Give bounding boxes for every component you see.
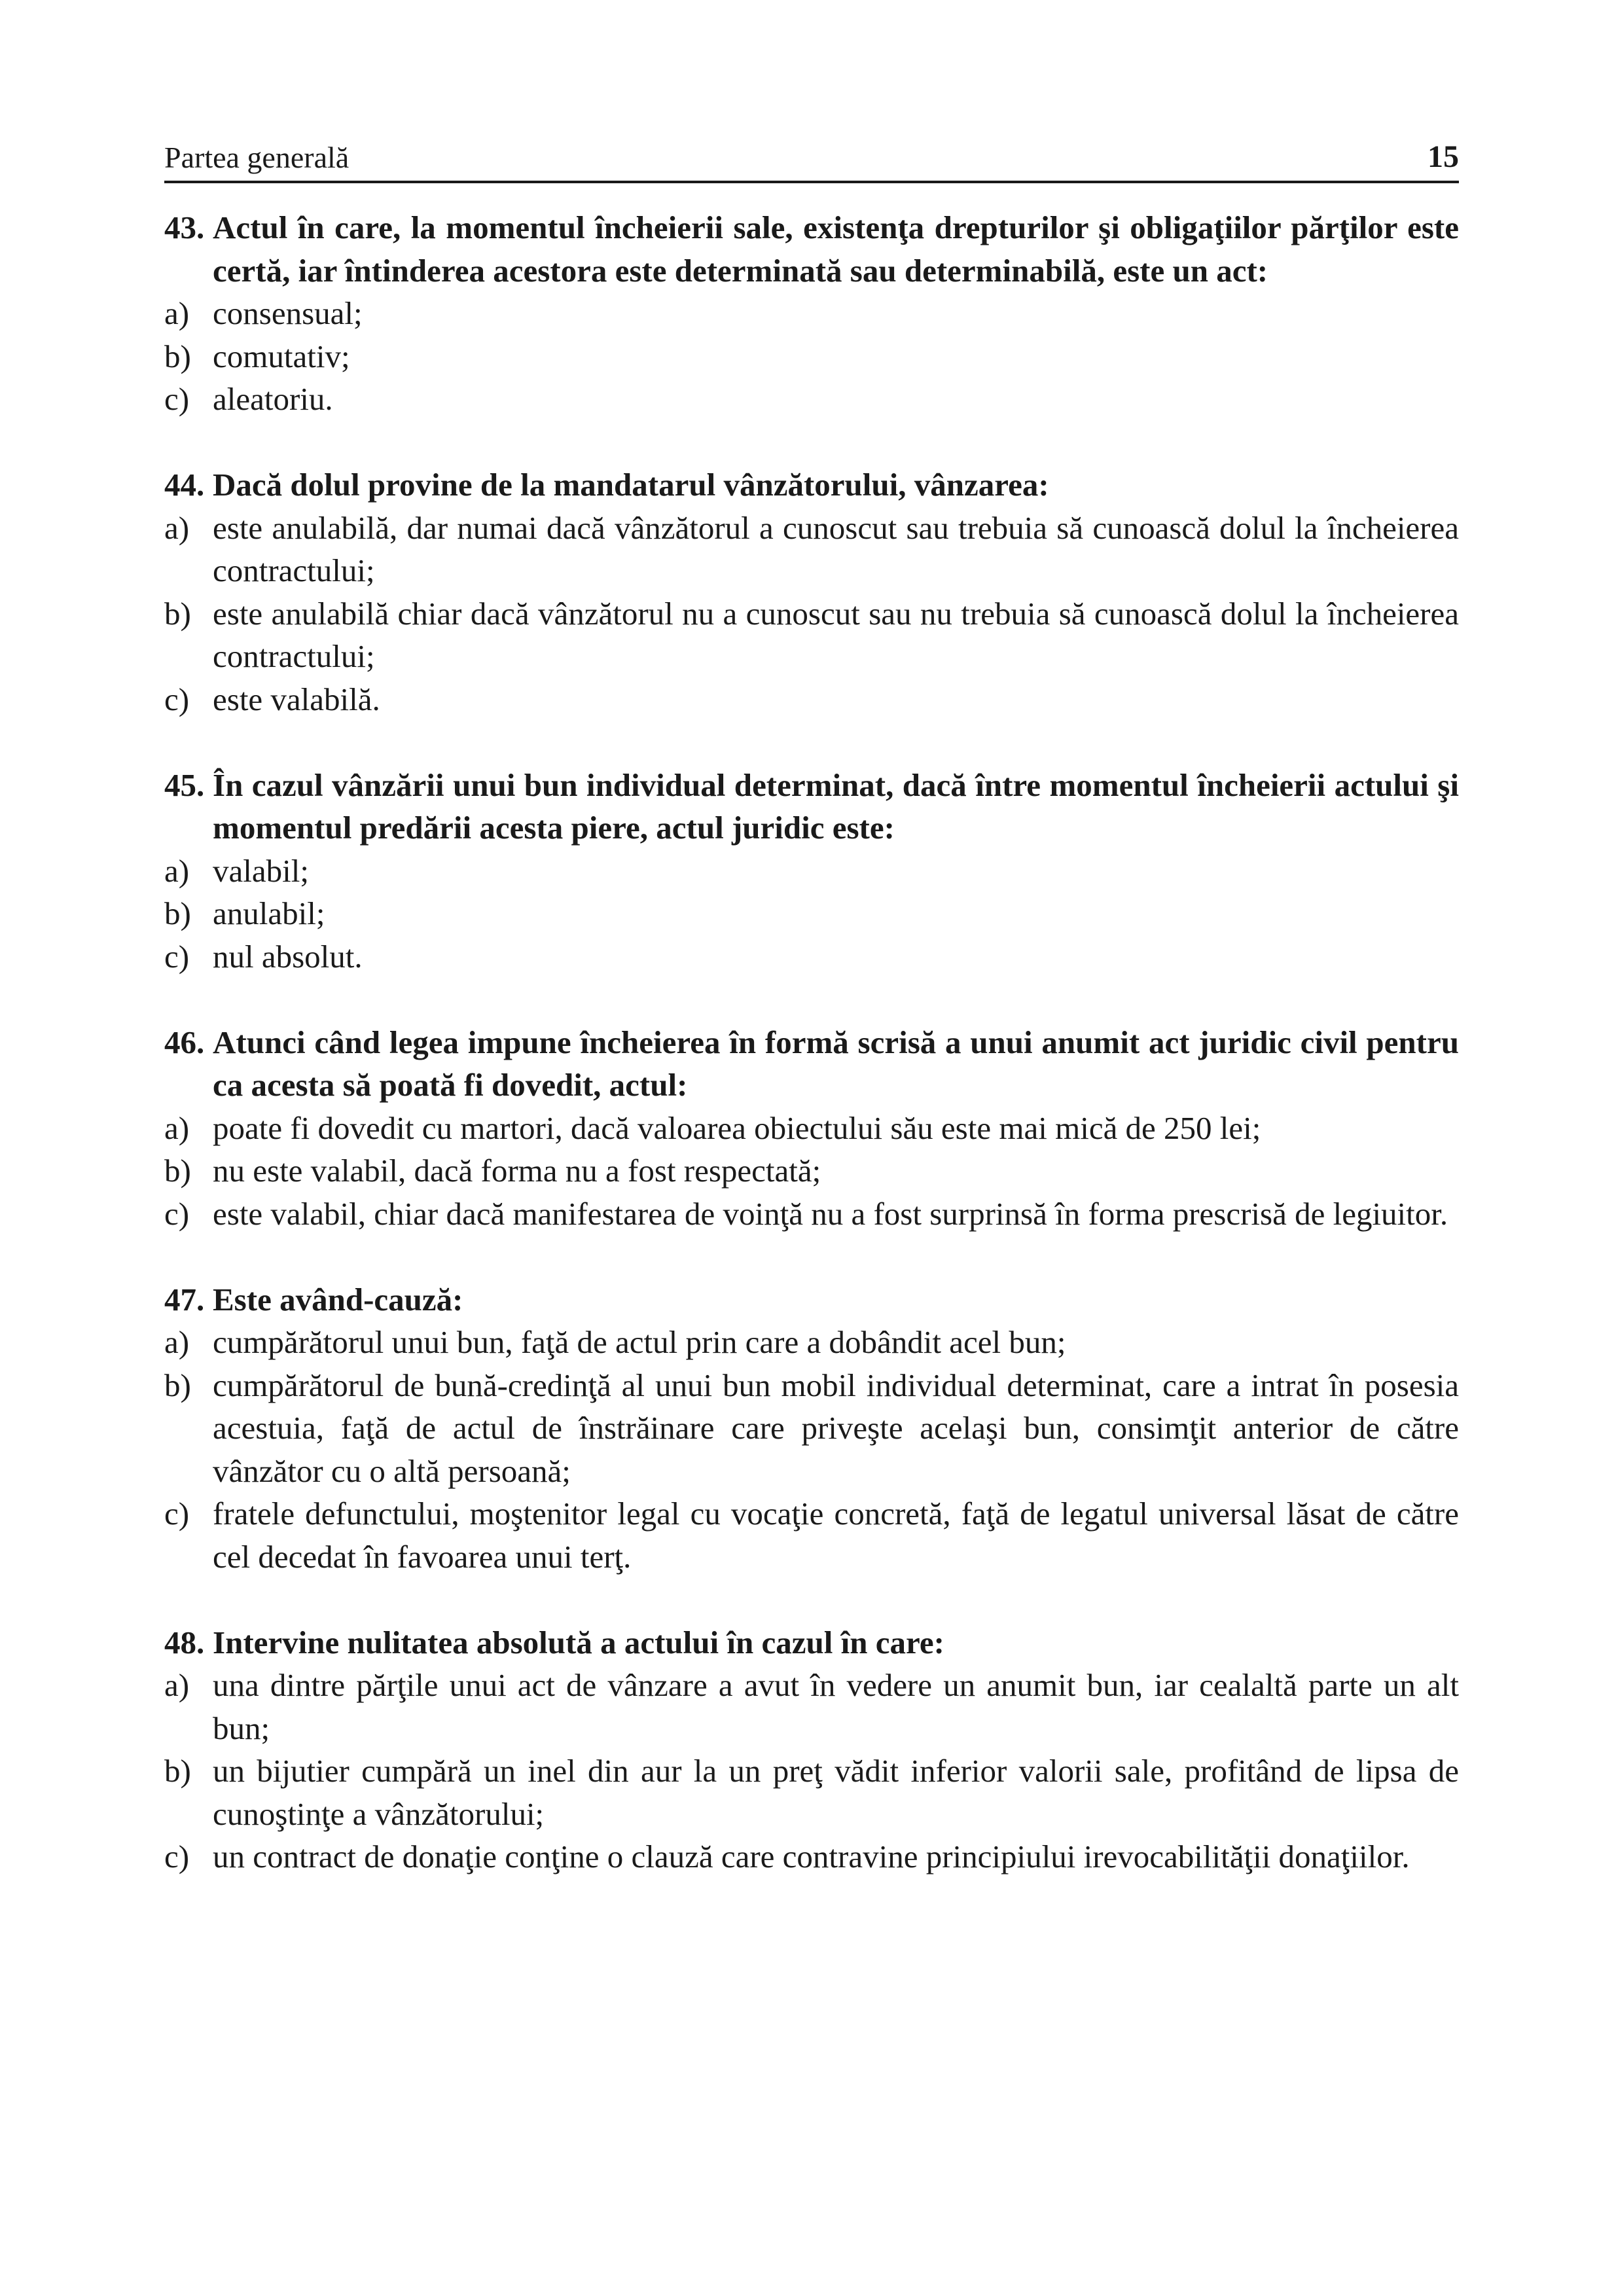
question-stem: Dacă dolul provine de la mandatarul vânzătorului, vânzarea: [213, 467, 1049, 503]
option-label: a) [164, 509, 190, 546]
answer-option [164, 850, 1459, 893]
answer-option [164, 1193, 1459, 1236]
option-text: aleatoriu. [213, 381, 333, 417]
option-label: c) [164, 938, 190, 975]
answer-option [164, 507, 1459, 592]
question-text [164, 206, 1459, 292]
question-45 [164, 764, 1459, 978]
question-44 [164, 463, 1459, 721]
option-label: a) [164, 1667, 190, 1703]
answer-option [164, 1749, 1459, 1835]
option-label: b) [164, 1153, 191, 1189]
question-number: 45. [164, 766, 205, 803]
option-text: consensual; [213, 295, 363, 331]
option-label: b) [164, 338, 191, 374]
question-text [164, 1621, 1459, 1664]
question-46 [164, 1021, 1459, 1236]
question-list [164, 206, 1459, 1921]
section-title: Partea generală [164, 141, 350, 174]
answer-option [164, 1149, 1459, 1193]
question-stem: Atunci când legea impune încheierea în formă scrisă a unui anumit act juridic civil pentru ca acesta să poată fi dovedit, actul: [213, 1024, 1459, 1103]
answer-option [164, 335, 1459, 378]
option-text: este anulabilă, dar numai dacă vânzătorul a cunoscut sau trebuia să cunoască dolul la încheierea contractului; [213, 509, 1459, 588]
page-number: 15 [1427, 139, 1459, 174]
answer-option [164, 378, 1459, 421]
answer-option [164, 892, 1459, 935]
question-stem: Este având-cauză: [213, 1281, 463, 1318]
answer-option [164, 1664, 1459, 1749]
answer-option [164, 1835, 1459, 1878]
question-text [164, 764, 1459, 850]
question-text [164, 1278, 1459, 1321]
option-text: nul absolut. [213, 938, 363, 975]
option-label: a) [164, 1109, 190, 1146]
question-48 [164, 1621, 1459, 1878]
option-label: c) [164, 1496, 190, 1532]
answer-option [164, 1364, 1459, 1493]
option-text: anulabil; [213, 895, 325, 931]
option-label: b) [164, 895, 191, 931]
question-stem: Intervine nulitatea absolută a actului în cazul în care: [213, 1624, 944, 1660]
answer-option [164, 592, 1459, 678]
option-text: nu este valabil, dacă forma nu a fost respectată; [213, 1153, 821, 1189]
option-text: fratele defunctului, moştenitor legal cu vocaţie concretă, faţă de legatul universal lăsat de către cel decedat în favoarea unui terţ. [213, 1496, 1459, 1575]
option-text: cumpărătorul unui bun, faţă de actul prin care a dobândit acel bun; [213, 1324, 1066, 1360]
question-number: 48. [164, 1624, 205, 1660]
option-label: c) [164, 1195, 190, 1232]
question-number: 47. [164, 1281, 205, 1318]
option-text: un bijutier cumpără un inel din aur la un preţ vădit inferior valorii sale, profitând de lipsa de cunoştinţe a vânzătorului; [213, 1753, 1459, 1832]
option-text: comutativ; [213, 338, 350, 374]
answer-option [164, 292, 1459, 335]
question-number: 46. [164, 1024, 205, 1060]
answer-option [164, 1107, 1459, 1150]
question-text [164, 463, 1459, 507]
option-label: a) [164, 295, 190, 331]
question-43 [164, 206, 1459, 421]
option-text: poate fi dovedit cu martori, dacă valoarea obiectului său este mai mică de 250 lei; [213, 1109, 1261, 1146]
answer-option [164, 935, 1459, 978]
option-text: este valabilă. [213, 681, 380, 717]
answer-option [164, 1492, 1459, 1578]
option-label: a) [164, 852, 190, 889]
answer-option [164, 1321, 1459, 1364]
running-header [164, 134, 1459, 180]
question-number: 43. [164, 209, 205, 245]
question-stem: În cazul vânzării unui bun individual determinat, dacă între momentul încheierii actului şi momentul predării acesta piere, actul juridic este: [213, 766, 1459, 846]
option-text: valabil; [213, 852, 309, 889]
option-label: b) [164, 595, 191, 632]
option-text: este anulabilă chiar dacă vânzătorul nu a cunoscut sau nu trebuia să cunoască dolul la încheierea contractului; [213, 595, 1459, 674]
option-text: una dintre părţile unui act de vânzare a avut în vedere un anumit bun, iar cealaltă parte un alt bun; [213, 1667, 1459, 1746]
option-label: c) [164, 681, 190, 717]
option-label: b) [164, 1367, 191, 1403]
option-text: este valabil, chiar dacă manifestarea de voinţă nu a fost surprinsă în forma prescrisă de legiuitor. [213, 1195, 1448, 1232]
option-text: cumpărătorul de bună-credinţă al unui bun mobil individual determinat, care a intrat în posesia acestuia, faţă de actul de înstrăinare care priveşte acelaşi bun, consimţit anterior de către vânzător cu o altă persoană; [213, 1367, 1459, 1489]
option-label: b) [164, 1753, 191, 1789]
option-label: c) [164, 381, 190, 417]
option-label: a) [164, 1324, 190, 1360]
question-47 [164, 1278, 1459, 1579]
header-rule [164, 181, 1459, 183]
answer-option [164, 678, 1459, 721]
option-label: c) [164, 1839, 190, 1874]
question-number: 44. [164, 467, 205, 503]
option-text: un contract de donaţie conţine o clauză care contravine principiului irevocabilităţii donaţiilor. [213, 1839, 1410, 1874]
question-stem: Actul în care, la momentul încheierii sale, existenţa drepturilor şi obligaţiilor părţilor este certă, iar întinderea acestora este determinată sau determinabilă, este un act: [213, 209, 1459, 289]
question-text [164, 1021, 1459, 1107]
